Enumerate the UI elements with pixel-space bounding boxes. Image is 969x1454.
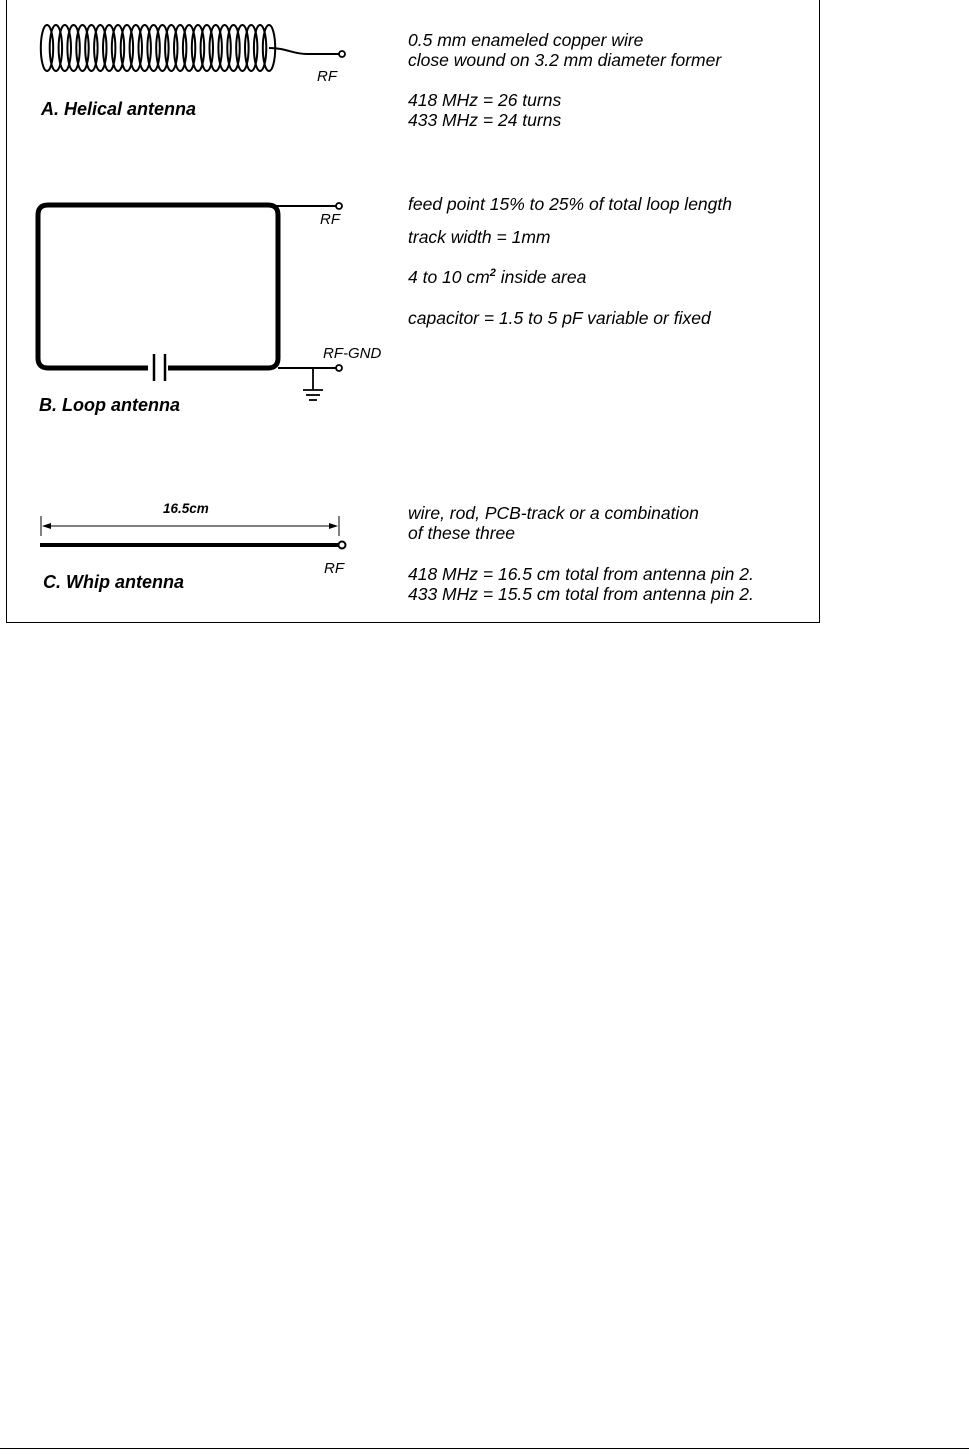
whip-freq-433: 433 MHz = 15.5 cm total from antenna pin 2. [408, 584, 754, 604]
ground-symbol [303, 368, 323, 400]
whip-title: C. Whip antenna [43, 572, 184, 592]
loop-rf-label: RF [320, 211, 340, 228]
loop-rf-terminal [336, 203, 342, 209]
page-footer-rule [0, 1448, 969, 1449]
helical-title: A. Helical antenna [41, 99, 197, 119]
whip-rf-terminal [339, 542, 346, 549]
loop-note-area: 4 to 10 $cm^2$ inside area [408, 267, 587, 287]
helical-coil-drawing [41, 25, 275, 71]
helical-lead-wire [269, 48, 339, 54]
loop-note-feed-point: feed point 15% to 25% of total loop length [408, 194, 732, 214]
whip-dimension-arrow-right [329, 523, 338, 529]
whip-desc-line2: of these three [408, 523, 516, 543]
helical-freq-433: 433 MHz = 24 turns [408, 110, 562, 130]
loop-note-capacitor: capacitor = 1.5 to 5 pF variable or fixed [408, 308, 711, 328]
loop-conductor [38, 205, 278, 368]
whip-freq-418: 418 MHz = 16.5 cm total from antenna pin 2. [408, 564, 754, 584]
helical-freq-418: 418 MHz = 26 turns [408, 90, 562, 110]
antenna-figure [6, 0, 820, 623]
whip-dimension-arrow-left [42, 523, 51, 529]
whip-rf-label: RF [324, 560, 344, 577]
loop-title: B. Loop antenna [39, 395, 180, 415]
helical-desc-line2: close wound on 3.2 mm diameter former [408, 50, 722, 70]
helical-rf-label: RF [317, 68, 337, 85]
loop-gnd-label: RF-GND [323, 345, 382, 362]
whip-desc-line1: wire, rod, PCB-track or a combination [408, 503, 699, 523]
helical-desc-line1: 0.5 mm enameled copper wire [408, 30, 644, 50]
helical-rf-terminal [339, 51, 345, 57]
whip-dimension-label: 16.5cm [163, 501, 209, 516]
loop-note-track-width: track width = 1mm [408, 227, 551, 247]
loop-gnd-terminal [336, 365, 342, 371]
